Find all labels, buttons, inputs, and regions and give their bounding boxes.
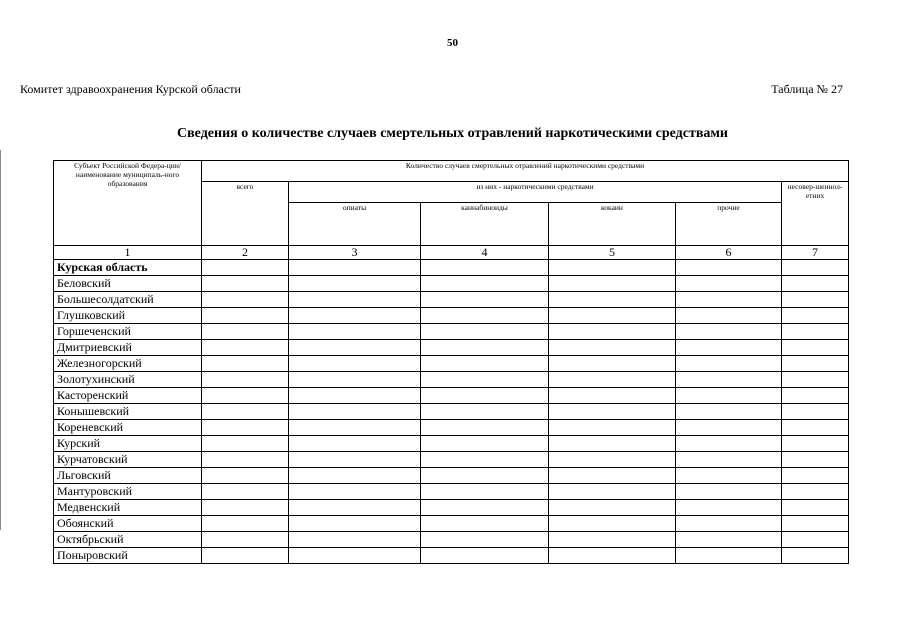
data-cell [676, 340, 782, 356]
data-cell [676, 388, 782, 404]
data-cell [289, 308, 421, 324]
data-cell [549, 308, 676, 324]
data-cell [782, 516, 849, 532]
row-name: Большесолдатский [54, 292, 202, 308]
column-number: 5 [549, 246, 676, 260]
column-number-row [54, 246, 849, 260]
data-cell [289, 356, 421, 372]
data-cell [782, 292, 849, 308]
row-name: Октябрьский [54, 532, 202, 548]
table-row [54, 324, 849, 340]
table-row [54, 276, 849, 292]
data-cell [782, 452, 849, 468]
data-cell [421, 420, 549, 436]
table-row [54, 420, 849, 436]
data-cell [289, 516, 421, 532]
data-cell [202, 308, 289, 324]
data-cell [549, 420, 676, 436]
data-cell [676, 548, 782, 564]
data-cell [289, 532, 421, 548]
data-cell [202, 548, 289, 564]
data-cell [421, 516, 549, 532]
data-cell [782, 276, 849, 292]
data-cell [421, 484, 549, 500]
document-title: Сведения о количестве случаев смертельных отравлений наркотическими средствами [177, 126, 728, 141]
data-cell [421, 260, 549, 276]
data-cell [421, 548, 549, 564]
table-row [54, 500, 849, 516]
table-row [54, 452, 849, 468]
column-number: 4 [421, 246, 549, 260]
data-cell [676, 260, 782, 276]
data-cell [676, 372, 782, 388]
row-name: Дмитриевский [54, 340, 202, 356]
page-number: 50 [447, 37, 458, 49]
data-cell [549, 468, 676, 484]
data-cell [676, 420, 782, 436]
data-cell [549, 324, 676, 340]
column-number: 1 [54, 246, 202, 260]
data-cell [202, 404, 289, 420]
column-number: 7 [782, 246, 849, 260]
data-cell [782, 500, 849, 516]
data-cell [549, 356, 676, 372]
header-of-which: из них - наркотическими средствами [289, 182, 782, 203]
report-table [53, 160, 849, 564]
data-cell [289, 372, 421, 388]
column-number: 6 [676, 246, 782, 260]
data-cell [782, 436, 849, 452]
data-cell [549, 452, 676, 468]
table-row [54, 292, 849, 308]
data-cell [289, 292, 421, 308]
organization-name: Комитет здравоохранения Курской области [20, 82, 241, 96]
data-cell [202, 484, 289, 500]
data-cell [782, 388, 849, 404]
data-cell [549, 404, 676, 420]
data-cell [289, 548, 421, 564]
data-cell [549, 548, 676, 564]
header-minors: несовер-шеннол-етних [782, 182, 849, 246]
data-cell [289, 276, 421, 292]
row-name: Обоянский [54, 516, 202, 532]
data-cell [782, 356, 849, 372]
data-cell [676, 468, 782, 484]
data-cell [202, 436, 289, 452]
header-subject: Субъект Российской Федера-ции/наименование муниципаль-ного образования [54, 161, 202, 246]
table-row [54, 468, 849, 484]
data-cell [676, 292, 782, 308]
data-cell [421, 340, 549, 356]
table-row [54, 308, 849, 324]
data-cell [549, 292, 676, 308]
header-cannabinoids: каннабиноиды [421, 203, 549, 246]
data-cell [676, 532, 782, 548]
data-cell [676, 516, 782, 532]
data-cell [421, 500, 549, 516]
table-row [54, 340, 849, 356]
data-cell [421, 404, 549, 420]
data-cell [676, 276, 782, 292]
data-cell [782, 532, 849, 548]
header-cocaine: кокаин [549, 203, 676, 246]
table-row [54, 436, 849, 452]
data-cell [782, 308, 849, 324]
data-cell [549, 340, 676, 356]
data-cell [202, 356, 289, 372]
data-cell [289, 436, 421, 452]
table-row [54, 516, 849, 532]
data-cell [421, 356, 549, 372]
data-cell [421, 468, 549, 484]
data-cell [782, 260, 849, 276]
data-cell [549, 372, 676, 388]
table-row [54, 404, 849, 420]
data-cell [289, 468, 421, 484]
data-cell [676, 356, 782, 372]
data-cell [782, 340, 849, 356]
left-margin-line [0, 150, 1, 530]
row-name: Кореневский [54, 420, 202, 436]
data-cell [782, 548, 849, 564]
data-cell [421, 372, 549, 388]
data-cell [289, 388, 421, 404]
data-cell [549, 532, 676, 548]
data-cell [202, 468, 289, 484]
data-cell [289, 324, 421, 340]
data-cell [421, 388, 549, 404]
data-cell [782, 404, 849, 420]
data-cell [202, 340, 289, 356]
data-cell [549, 484, 676, 500]
data-cell [676, 484, 782, 500]
table-row [54, 356, 849, 372]
row-name: Курский [54, 436, 202, 452]
row-name: Беловский [54, 276, 202, 292]
data-cell [421, 436, 549, 452]
data-cell [549, 500, 676, 516]
data-cell [676, 324, 782, 340]
table-row [54, 388, 849, 404]
data-cell [782, 420, 849, 436]
row-name: Поныровский [54, 548, 202, 564]
header-opiates: опиаты [289, 203, 421, 246]
table-row [54, 260, 849, 276]
data-cell [421, 452, 549, 468]
data-cell [202, 292, 289, 308]
data-cell [289, 404, 421, 420]
data-cell [202, 516, 289, 532]
column-number: 3 [289, 246, 421, 260]
data-cell [289, 500, 421, 516]
data-cell [289, 260, 421, 276]
data-cell [676, 404, 782, 420]
row-name: Конышевский [54, 404, 202, 420]
column-number: 2 [202, 246, 289, 260]
data-cell [676, 500, 782, 516]
row-name: Глушковский [54, 308, 202, 324]
data-cell [782, 372, 849, 388]
row-name: Горшеченский [54, 324, 202, 340]
data-cell [782, 468, 849, 484]
data-cell [202, 452, 289, 468]
row-name: Касторенский [54, 388, 202, 404]
table-number: Таблица № 27 [771, 82, 843, 96]
data-cell [421, 308, 549, 324]
row-name: Медвенский [54, 500, 202, 516]
data-cell [421, 276, 549, 292]
table-body [54, 246, 849, 564]
data-cell [202, 260, 289, 276]
data-cell [289, 452, 421, 468]
header-total: всего [202, 182, 289, 246]
table-row [54, 372, 849, 388]
data-cell [202, 276, 289, 292]
data-cell [289, 484, 421, 500]
header-count: Количество случаев смертельных отравлений наркотическими средствами [202, 161, 849, 182]
row-name: Железногорский [54, 356, 202, 372]
data-cell [549, 388, 676, 404]
data-cell [676, 452, 782, 468]
row-name: Курская область [54, 260, 202, 276]
data-cell [782, 484, 849, 500]
table-row [54, 532, 849, 548]
data-cell [202, 324, 289, 340]
data-cell [782, 324, 849, 340]
data-cell [549, 516, 676, 532]
data-cell [549, 436, 676, 452]
data-cell [202, 420, 289, 436]
row-name: Мантуровский [54, 484, 202, 500]
data-cell [676, 436, 782, 452]
row-name: Курчатовский [54, 452, 202, 468]
header-other: прочие [676, 203, 782, 246]
data-cell [202, 500, 289, 516]
table-row [54, 548, 849, 564]
table-row [54, 484, 849, 500]
data-cell [421, 324, 549, 340]
data-cell [202, 532, 289, 548]
data-cell [289, 340, 421, 356]
row-name: Льговский [54, 468, 202, 484]
data-cell [289, 420, 421, 436]
data-cell [421, 532, 549, 548]
data-cell [549, 260, 676, 276]
data-cell [202, 372, 289, 388]
data-cell [421, 292, 549, 308]
data-cell [202, 388, 289, 404]
data-cell [676, 308, 782, 324]
row-name: Золотухинский [54, 372, 202, 388]
data-cell [549, 276, 676, 292]
